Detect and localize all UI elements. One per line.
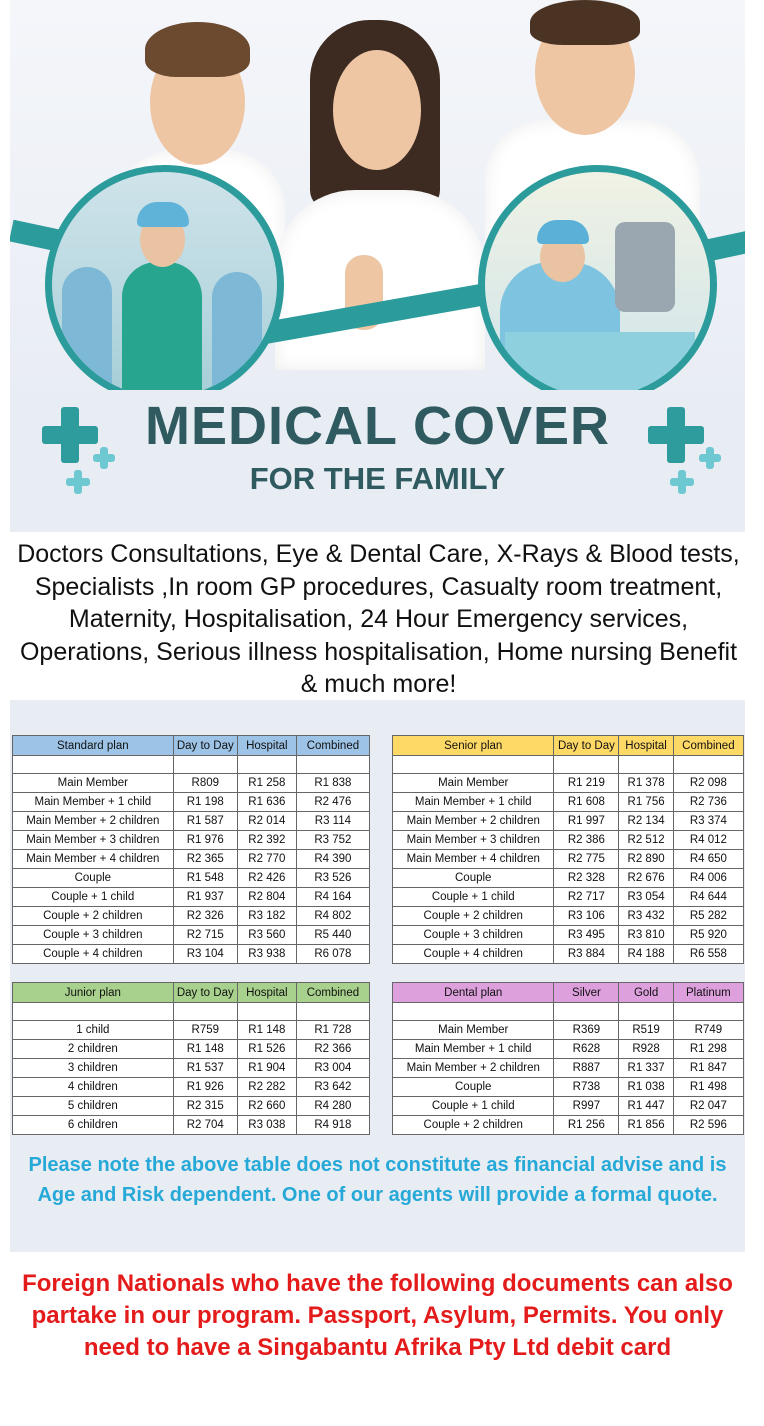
column-header: Silver — [554, 983, 619, 1003]
price-cell: R1 636 — [237, 793, 296, 812]
member-type-cell: Main Member + 4 children — [13, 850, 174, 869]
empty-cell — [554, 756, 619, 774]
member-type-cell: Couple + 2 children — [393, 1116, 554, 1135]
price-cell: R6 558 — [673, 945, 743, 964]
price-cell: R3 374 — [673, 812, 743, 831]
flyer — [10, 0, 745, 1426]
table-row — [13, 812, 370, 831]
table-row — [13, 1040, 370, 1059]
price-cell: R1 256 — [554, 1116, 619, 1135]
member-type-cell: Couple — [13, 869, 174, 888]
table-row — [13, 793, 370, 812]
price-cell: R2 326 — [173, 907, 237, 926]
price-cell: R3 752 — [296, 831, 369, 850]
price-cell: R2 704 — [173, 1116, 237, 1135]
price-cell: R1 937 — [173, 888, 237, 907]
price-cell: R3 114 — [296, 812, 369, 831]
table-header-row — [393, 736, 744, 756]
member-type-cell: Main Member + 2 children — [13, 812, 174, 831]
column-header: Combined — [673, 736, 743, 756]
price-cell: R2 512 — [619, 831, 673, 850]
price-cell: R1 976 — [173, 831, 237, 850]
price-cell: R3 642 — [296, 1078, 369, 1097]
plan-title: Standard plan — [13, 736, 174, 756]
photo-circle-surgery — [478, 165, 717, 390]
price-cell: R1 148 — [173, 1040, 237, 1059]
price-cell: R1 756 — [619, 793, 673, 812]
member-type-cell: Couple + 2 children — [13, 907, 174, 926]
price-cell: R3 106 — [554, 907, 619, 926]
table-row — [393, 812, 744, 831]
benefits-text: Doctors Consultations, Eye & Dental Care, X-Rays & Blood tests, Specialists ,In room GP procedures, Casualty room treatment, Maternity, Hospitalisation, 24 Hour Emergency services, Operations, Serious illness hospitalisation, Home nursing Benefit & much more! — [17, 540, 740, 698]
price-cell: R6 078 — [296, 945, 369, 964]
price-cell: R1 838 — [296, 774, 369, 793]
column-header: Gold — [619, 983, 673, 1003]
price-cell: R2 804 — [237, 888, 296, 907]
table-row — [13, 1116, 370, 1135]
price-cell: R3 038 — [237, 1116, 296, 1135]
column-header: Day to Day — [554, 736, 619, 756]
price-cell: R2 890 — [619, 850, 673, 869]
price-cell: R2 676 — [619, 869, 673, 888]
disclaimer-note: Please note the above table does not constitute as financial advise and is Age and Risk dependent. One of our agents will provide a formal quote. — [28, 1154, 727, 1206]
page-subtitle: FOR THE FAMILY — [249, 461, 506, 496]
price-cell: R1 548 — [173, 869, 237, 888]
table-row — [13, 850, 370, 869]
price-cell: R1 198 — [173, 793, 237, 812]
member-type-cell: Main Member + 1 child — [393, 793, 554, 812]
price-cell: R2 717 — [554, 888, 619, 907]
price-cell: R2 476 — [296, 793, 369, 812]
price-cell: R2 770 — [237, 850, 296, 869]
standard-plan-table — [12, 735, 370, 964]
dental-plan-table — [392, 982, 744, 1135]
column-header: Hospital — [237, 983, 296, 1003]
member-type-cell: Main Member + 2 children — [393, 812, 554, 831]
price-cell: R3 104 — [173, 945, 237, 964]
table-row — [393, 831, 744, 850]
price-cell: R2 366 — [296, 1040, 369, 1059]
price-cell: R4 802 — [296, 907, 369, 926]
table-row — [13, 888, 370, 907]
price-cell: R1 537 — [173, 1059, 237, 1078]
price-cell: R759 — [173, 1021, 237, 1040]
empty-cell — [673, 756, 743, 774]
empty-cell — [393, 1003, 554, 1021]
price-cell: R1 997 — [554, 812, 619, 831]
spacer-row — [13, 756, 370, 774]
member-type-cell: Main Member + 1 child — [13, 793, 174, 812]
price-cell: R3 432 — [619, 907, 673, 926]
price-cell: R1 038 — [619, 1078, 673, 1097]
empty-cell — [173, 1003, 237, 1021]
price-cell: R3 054 — [619, 888, 673, 907]
table-row — [393, 888, 744, 907]
title-block — [10, 395, 745, 497]
table-row — [393, 1040, 744, 1059]
table-header-row — [13, 736, 370, 756]
member-type-cell: Main Member — [393, 774, 554, 793]
empty-cell — [554, 1003, 619, 1021]
table-row — [13, 926, 370, 945]
price-cell: R2 736 — [673, 793, 743, 812]
plan-title: Dental plan — [393, 983, 554, 1003]
price-cell: R1 926 — [173, 1078, 237, 1097]
table-row — [13, 1078, 370, 1097]
senior-plan-table — [392, 735, 744, 964]
member-type-cell: Couple + 1 child — [393, 888, 554, 907]
price-cell: R738 — [554, 1078, 619, 1097]
photo-circle-nurses — [45, 165, 284, 390]
member-type-cell: 1 child — [13, 1021, 174, 1040]
column-header: Combined — [296, 983, 369, 1003]
member-type-cell: Couple + 3 children — [13, 926, 174, 945]
member-type-cell: 4 children — [13, 1078, 174, 1097]
table-header-row — [393, 983, 744, 1003]
member-type-cell: Main Member — [13, 774, 174, 793]
table-row — [393, 1078, 744, 1097]
price-cell: R2 134 — [619, 812, 673, 831]
member-type-cell: Couple — [393, 1078, 554, 1097]
price-cell: R3 810 — [619, 926, 673, 945]
member-type-cell: Couple + 4 children — [393, 945, 554, 964]
price-cell: R2 328 — [554, 869, 619, 888]
table-row — [13, 1059, 370, 1078]
member-type-cell: Main Member + 3 children — [393, 831, 554, 850]
empty-cell — [13, 1003, 174, 1021]
price-cell: R1 856 — [619, 1116, 673, 1135]
price-cell: R1 728 — [296, 1021, 369, 1040]
benefits-panel — [10, 532, 745, 700]
price-cell: R2 098 — [673, 774, 743, 793]
price-cell: R1 298 — [673, 1040, 743, 1059]
price-cell: R2 660 — [237, 1097, 296, 1116]
price-cell: R3 526 — [296, 869, 369, 888]
empty-cell — [13, 756, 174, 774]
member-type-cell: Couple — [393, 869, 554, 888]
price-cell: R1 498 — [673, 1078, 743, 1097]
column-header: Day to Day — [173, 736, 237, 756]
price-cell: R2 426 — [237, 869, 296, 888]
empty-cell — [237, 756, 296, 774]
table-row — [13, 945, 370, 964]
price-cell: R1 378 — [619, 774, 673, 793]
price-cell: R2 014 — [237, 812, 296, 831]
price-cell: R2 315 — [173, 1097, 237, 1116]
table-row — [393, 1116, 744, 1135]
price-cell: R997 — [554, 1097, 619, 1116]
price-cell: R1 337 — [619, 1059, 673, 1078]
member-type-cell: Main Member + 3 children — [13, 831, 174, 850]
foreign-nationals-panel — [10, 1252, 745, 1426]
table-row — [393, 850, 744, 869]
price-cell: R1 847 — [673, 1059, 743, 1078]
column-header: Combined — [296, 736, 369, 756]
empty-cell — [619, 1003, 673, 1021]
member-type-cell: Main Member + 2 children — [393, 1059, 554, 1078]
table-row — [393, 1059, 744, 1078]
hero-image — [10, 0, 745, 390]
price-cell: R4 188 — [619, 945, 673, 964]
price-cell: R5 920 — [673, 926, 743, 945]
spacer-row — [393, 1003, 744, 1021]
empty-cell — [237, 1003, 296, 1021]
table-row — [13, 774, 370, 793]
table-row — [393, 926, 744, 945]
spacer-row — [13, 1003, 370, 1021]
spacer-row — [393, 756, 744, 774]
price-cell: R4 012 — [673, 831, 743, 850]
column-header: Hospital — [619, 736, 673, 756]
price-cell: R3 884 — [554, 945, 619, 964]
table-row — [393, 869, 744, 888]
member-type-cell: Main Member + 4 children — [393, 850, 554, 869]
price-cell: R2 596 — [673, 1116, 743, 1135]
column-header: Hospital — [237, 736, 296, 756]
price-cell: R4 164 — [296, 888, 369, 907]
price-cell: R369 — [554, 1021, 619, 1040]
price-cell: R1 526 — [237, 1040, 296, 1059]
table-row — [13, 831, 370, 850]
price-cell: R3 004 — [296, 1059, 369, 1078]
table-row — [393, 907, 744, 926]
price-cell: R1 608 — [554, 793, 619, 812]
member-type-cell: Couple + 4 children — [13, 945, 174, 964]
price-cell: R4 918 — [296, 1116, 369, 1135]
empty-cell — [173, 756, 237, 774]
price-cell: R2 392 — [237, 831, 296, 850]
price-cell: R1 258 — [237, 774, 296, 793]
price-cell: R3 938 — [237, 945, 296, 964]
table-row — [393, 945, 744, 964]
plan-title: Senior plan — [393, 736, 554, 756]
price-cell: R749 — [673, 1021, 743, 1040]
member-type-cell: Main Member + 1 child — [393, 1040, 554, 1059]
column-header: Platinum — [673, 983, 743, 1003]
price-cell: R4 280 — [296, 1097, 369, 1116]
member-type-cell: 5 children — [13, 1097, 174, 1116]
member-type-cell: 2 children — [13, 1040, 174, 1059]
member-type-cell: 3 children — [13, 1059, 174, 1078]
page-title: MEDICAL COVER — [144, 396, 611, 456]
empty-cell — [296, 1003, 369, 1021]
member-type-cell: Couple + 1 child — [393, 1097, 554, 1116]
member-type-cell: Main Member — [393, 1021, 554, 1040]
member-type-cell: Couple + 2 children — [393, 907, 554, 926]
table-row — [393, 1021, 744, 1040]
table-row — [393, 1097, 744, 1116]
member-type-cell: Couple + 1 child — [13, 888, 174, 907]
price-cell: R809 — [173, 774, 237, 793]
price-cell: R1 447 — [619, 1097, 673, 1116]
price-cell: R2 715 — [173, 926, 237, 945]
price-cell: R5 440 — [296, 926, 369, 945]
table-row — [13, 869, 370, 888]
member-type-cell: 6 children — [13, 1116, 174, 1135]
price-cell: R3 182 — [237, 907, 296, 926]
price-cell: R2 047 — [673, 1097, 743, 1116]
price-cell: R5 282 — [673, 907, 743, 926]
price-cell: R1 148 — [237, 1021, 296, 1040]
price-cell: R887 — [554, 1059, 619, 1078]
price-cell: R2 365 — [173, 850, 237, 869]
column-header: Day to Day — [173, 983, 237, 1003]
price-cell: R4 006 — [673, 869, 743, 888]
empty-cell — [296, 756, 369, 774]
price-cell: R4 644 — [673, 888, 743, 907]
table-row — [393, 793, 744, 812]
price-cell: R928 — [619, 1040, 673, 1059]
price-cell: R3 495 — [554, 926, 619, 945]
price-cell: R2 282 — [237, 1078, 296, 1097]
price-cell: R1 219 — [554, 774, 619, 793]
price-cell: R4 390 — [296, 850, 369, 869]
price-cell: R519 — [619, 1021, 673, 1040]
price-cell: R1 904 — [237, 1059, 296, 1078]
table-row — [393, 774, 744, 793]
price-cell: R2 775 — [554, 850, 619, 869]
foreign-nationals-text: Foreign Nationals who have the following documents can also partake in our program. Passport, Asylum, Permits. You only need to have a Singabantu Afrika Pty Ltd debit card — [22, 1270, 733, 1361]
plan-title: Junior plan — [13, 983, 174, 1003]
price-cell: R2 386 — [554, 831, 619, 850]
member-type-cell: Couple + 3 children — [393, 926, 554, 945]
table-row — [13, 1021, 370, 1040]
price-cell: R628 — [554, 1040, 619, 1059]
table-header-row — [13, 983, 370, 1003]
empty-cell — [619, 756, 673, 774]
junior-plan-table — [12, 982, 370, 1135]
price-cell: R4 650 — [673, 850, 743, 869]
empty-cell — [673, 1003, 743, 1021]
table-row — [13, 907, 370, 926]
price-cell: R3 560 — [237, 926, 296, 945]
empty-cell — [393, 756, 554, 774]
price-cell: R1 587 — [173, 812, 237, 831]
table-row — [13, 1097, 370, 1116]
